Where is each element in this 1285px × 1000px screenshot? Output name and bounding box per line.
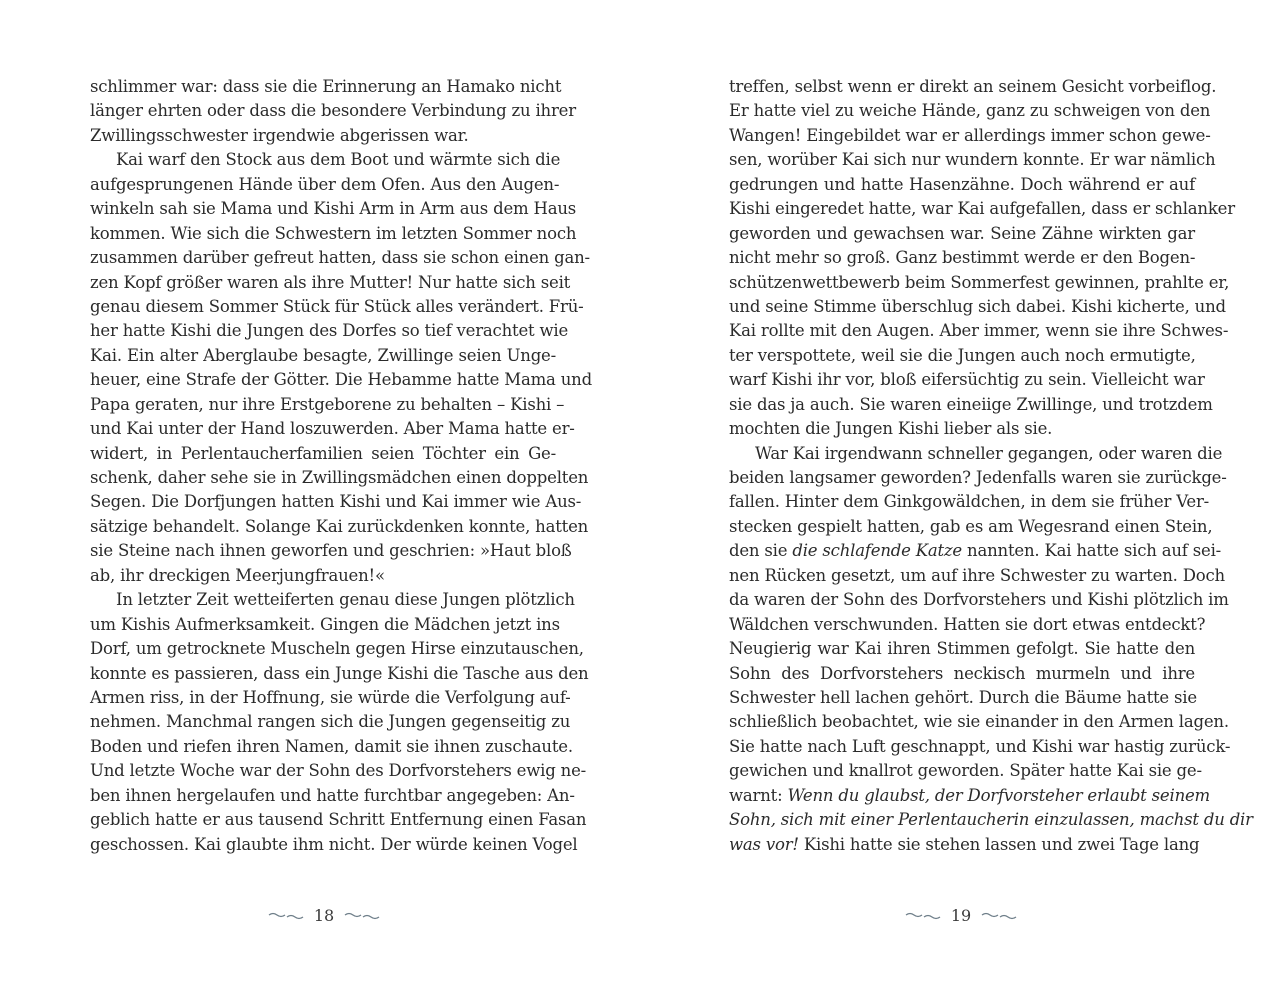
text-line: In letzter Zeit wetteiferten genau diese Jungen plötzlich <box>116 590 575 610</box>
text-line: ter verspottete, weil sie die Jungen auch noch ermutigte, <box>729 345 1196 365</box>
italic-run: was vor! <box>729 834 799 854</box>
text-line: da waren der Sohn des Dorfvorstehers und Kishi plötzlich im <box>729 590 1229 610</box>
text-line: ab, ihr dreckigen Meerjungfrauen!« <box>90 565 385 585</box>
text-line <box>729 833 1200 857</box>
italic-run: die schlafende Katze <box>792 541 962 561</box>
text-line: geschossen. Kai glaubte ihm nicht. Der würde keinen Vogel <box>90 834 578 854</box>
text-run: den sie <box>729 541 793 561</box>
text-line: mochten die Jungen Kishi lieber als sie. <box>729 419 1053 439</box>
text-line: und Kai unter der Hand loszuwerden. Aber Mama hatte er- <box>90 419 575 439</box>
text-line: Wangen! Eingebildet war er allerdings immer schon gewe- <box>729 125 1211 145</box>
text-line: Wäldchen verschwunden. Hatten sie dort etwas entdeckt? <box>729 614 1206 634</box>
text-line: treffen, selbst wenn er direkt an seinem Gesicht vorbeiflog. <box>729 77 1217 96</box>
text-line: aufgesprungenen Hände über dem Ofen. Aus den Augen- <box>90 174 560 194</box>
right-page-number <box>861 906 1061 925</box>
text-line: geblich hatte er aus tausend Schritt Entfernung einen Fasan <box>90 810 587 830</box>
text-line: nen Rücken gesetzt, um auf ihre Schwester zu warten. Doch <box>729 565 1225 585</box>
text-line: Und letzte Woche war der Sohn des Dorfvorstehers ewig ne- <box>90 761 587 781</box>
text-line: um Kishis Aufmerksamkeit. Gingen die Mädchen jetzt ins <box>90 614 560 634</box>
left-page <box>90 75 592 857</box>
text-line: Armen riss, in der Hoffnung, sie würde die Verfolgung auf- <box>90 687 571 707</box>
text-line <box>729 808 1253 832</box>
right-page <box>729 75 1253 857</box>
text-line: gewichen und knallrot geworden. Später hatte Kai sie ge- <box>729 761 1202 781</box>
wave-ornament-icon <box>344 911 380 921</box>
text-line: nicht mehr so groß. Ganz bestimmt werde er den Bogen- <box>729 248 1196 268</box>
text-line: widert, in Perlentaucherfamilien seien Töchter ein Ge- <box>90 443 556 463</box>
text-line: beiden langsamer geworden? Jedenfalls waren sie zurückge- <box>729 468 1227 487</box>
text-line: zusammen darüber gefreut hatten, dass sie schon einen gan- <box>90 248 590 268</box>
text-line: sen, worüber Kai sich nur wundern konnte. Er war nämlich <box>729 150 1216 170</box>
wave-ornament-icon <box>268 911 304 921</box>
text-line: zen Kopf größer waren als ihre Mutter! Nur hatte sich seit <box>90 272 571 292</box>
text-line: fallen. Hinter dem Ginkgowäldchen, in dem sie früher Ver- <box>729 492 1210 512</box>
text-run: Kishi hatte sie stehen lassen und zwei Tage lang <box>798 834 1200 854</box>
left-page-number <box>224 906 424 925</box>
text-line: Kishi eingeredet hatte, war Kai aufgefallen, dass er schlanker <box>729 199 1235 219</box>
text-line: Neugierig war Kai ihren Stimmen gefolgt. Sie hatte den <box>729 639 1195 659</box>
text-line: stecken gespielt hatten, gab es am Wegesrand einen Stein, <box>729 516 1213 536</box>
text-line: und seine Stimme überschlug sich dabei. Kishi kicherte, und <box>729 296 1226 316</box>
page-number: 18 <box>313 906 335 925</box>
text-line: schützenwettbewerb beim Sommerfest gewinnen, prahlte er, <box>729 272 1230 292</box>
text-line: warf Kishi ihr vor, bloß eifersüchtig zu sein. Vielleicht war <box>729 370 1205 390</box>
text-line: Sie hatte nach Luft geschnappt, und Kishi war hastig zurück- <box>729 736 1231 756</box>
text-line: Zwillingsschwester irgendwie abgerissen war. <box>90 125 469 145</box>
text-line: nehmen. Manchmal rangen sich die Jungen gegenseitig zu <box>90 712 571 732</box>
text-line: Papa geraten, nur ihre Erstgeborene zu behalten – Kishi – <box>90 394 565 414</box>
text-line: ben ihnen hergelaufen und hatte furchtbar angegeben: An- <box>90 785 575 805</box>
page-number: 19 <box>950 906 972 925</box>
text-line: genau diesem Sommer Stück für Stück alles verändert. Frü- <box>90 296 584 316</box>
text-line: heuer, eine Strafe der Götter. Die Hebamme hatte Mama und <box>90 370 592 390</box>
text-line: geworden und gewachsen war. Seine Zähne wirkten gar <box>729 223 1195 243</box>
italic-run: Wenn du glaubst, der Dorfvorsteher erlaubt seinem <box>787 785 1211 805</box>
text-line: Er hatte viel zu weiche Hände, ganz zu schweigen von den <box>729 101 1211 121</box>
text-run: warnt: <box>729 785 788 805</box>
text-line: Dorf, um getrocknete Muscheln gegen Hirse einzutauschen, <box>90 639 584 659</box>
text-line <box>729 539 1222 563</box>
text-line: Sohn des Dorfvorstehers neckisch murmeln und ihre <box>729 663 1195 683</box>
text-line: sätzige behandelt. Solange Kai zurückdenken konnte, hatten <box>90 516 589 536</box>
text-line: schlimmer war: dass sie die Erinnerung an Hamako nicht <box>90 77 562 96</box>
text-line: Schwester hell lachen gehört. Durch die Bäume hatte sie <box>729 687 1197 707</box>
text-line: sie Steine nach ihnen geworfen und geschrien: »Haut bloß <box>90 541 572 561</box>
text-line: Kai. Ein alter Aberglaube besagte, Zwillinge seien Unge- <box>90 345 556 365</box>
text-line <box>729 784 1211 808</box>
text-run: nannten. Kai hatte sich auf sei- <box>961 541 1222 561</box>
text-line: konnte es passieren, dass ein Junge Kishi die Tasche aus den <box>90 663 589 683</box>
wave-ornament-icon <box>981 911 1017 921</box>
text-line: her hatte Kishi die Jungen des Dorfes so tief verachtet wie <box>90 321 569 341</box>
text-line: sie das ja auch. Sie waren eineiige Zwillinge, und trotzdem <box>729 394 1213 414</box>
text-line: Kai rollte mit den Augen. Aber immer, wenn sie ihre Schwes- <box>729 321 1229 341</box>
text-line: schenk, daher sehe sie in Zwillingsmädchen einen doppelten <box>90 468 589 487</box>
text-line: gedrungen und hatte Hasenzähne. Doch während er auf <box>729 174 1195 194</box>
wave-ornament-icon <box>905 911 941 921</box>
text-line: Kai warf den Stock aus dem Boot und wärmte sich die <box>116 150 561 170</box>
text-line: kommen. Wie sich die Schwestern im letzten Sommer noch <box>90 223 577 243</box>
text-line: schließlich beobachtet, wie sie einander in den Armen lagen. <box>729 712 1229 732</box>
text-line: winkeln sah sie Mama und Kishi Arm in Arm aus dem Haus <box>90 199 577 219</box>
text-line: Boden und riefen ihren Namen, damit sie ihnen zuschaute. <box>90 736 573 756</box>
text-line: Segen. Die Dorfjungen hatten Kishi und Kai immer wie Aus- <box>90 492 582 512</box>
italic-run: Sohn, sich mit einer Perlentaucherin einzulassen, machst du dir <box>729 810 1253 830</box>
text-line: War Kai irgendwann schneller gegangen, oder waren die <box>755 443 1223 463</box>
text-line: länger ehrten oder dass die besondere Verbindung zu ihrer <box>90 101 576 121</box>
